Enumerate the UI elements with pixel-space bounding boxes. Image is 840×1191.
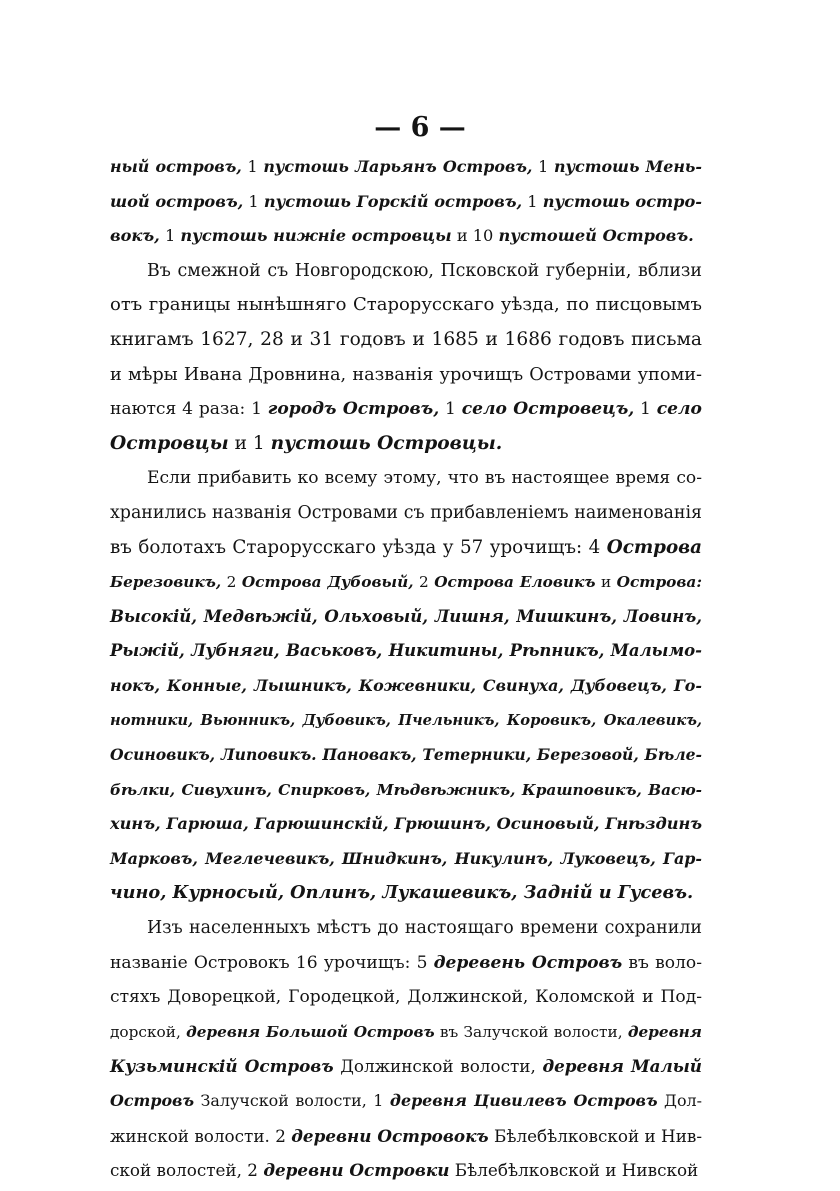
- text-run: ской волостей, 2: [110, 1160, 264, 1181]
- text-run: 1: [241, 157, 264, 176]
- italic-text: нокъ, Конные, Лышникъ, Кожевники, Свинуха, Дубовецъ, Го-: [110, 675, 702, 695]
- text-run: 1: [243, 191, 264, 211]
- text-run: 1: [532, 157, 554, 176]
- paragraph: [110, 254, 702, 462]
- text-line: [110, 496, 702, 531]
- text-line: [110, 876, 702, 911]
- italic-text: ный островъ,: [110, 157, 242, 176]
- italic-text: хинъ, Гарюша, Гарюшинскій, Грюшинъ, Осиновый, Гнѣздинъ: [110, 814, 703, 834]
- italic-text: Кузьминскій Островъ: [110, 1056, 334, 1077]
- text-line: [110, 600, 702, 635]
- text-line: [110, 911, 702, 946]
- text-line: [110, 150, 702, 185]
- italic-text: шой островъ,: [110, 191, 244, 211]
- italic-text: Высокій, Медвѣжій, Ольховый, Лишня, Мишкинъ, Ловинъ,: [110, 606, 702, 626]
- italic-text: Островцы: [110, 432, 229, 454]
- italic-text: пустошь Горскій островъ,: [263, 191, 523, 211]
- text-run: и: [595, 573, 617, 592]
- text-run: 1: [522, 191, 543, 211]
- italic-text: деревня Цивилевъ Островъ: [389, 1091, 658, 1111]
- italic-text: деревня: [627, 1022, 702, 1041]
- italic-text: Березовикъ,: [110, 573, 222, 592]
- text-line: [110, 773, 702, 808]
- text-run: дорской,: [110, 1022, 187, 1041]
- text-line: [110, 946, 702, 981]
- text-run: 2: [221, 573, 242, 592]
- text-run: въ воло-: [622, 952, 702, 973]
- text-run: и мѣры Ивана Дровнина, названія урочищъ Островами упоми-: [110, 364, 702, 385]
- text-line: [110, 1119, 702, 1154]
- text-line: [110, 1084, 702, 1119]
- italic-text: село: [656, 399, 702, 420]
- italic-text: пустошь нижніе островцы: [180, 226, 452, 246]
- paragraph: [110, 461, 702, 911]
- italic-text: городъ Островъ,: [267, 399, 440, 420]
- text-run: 1: [439, 399, 462, 420]
- text-line: [110, 807, 702, 842]
- text-run: Должинской волости,: [333, 1056, 543, 1077]
- text-line: [110, 669, 702, 704]
- text-run: Бѣлебѣлковской и Нив-: [488, 1125, 702, 1146]
- italic-text: Рыжій, Лубняги, Васьковъ, Никитины, Рѣпникъ, Малымо-: [110, 641, 702, 661]
- text-run: въ болотахъ Старорусскаго уѣзда у 57 урочищъ: 4: [110, 536, 607, 558]
- text-run: и 10: [451, 226, 499, 246]
- text-line: [110, 704, 702, 739]
- text-line: [110, 634, 702, 669]
- italic-text: Острова: [606, 536, 702, 558]
- text-run: жинской волости. 2: [110, 1125, 292, 1146]
- italic-text: пустошь Мень-: [554, 157, 702, 176]
- text-run: 1: [634, 399, 657, 420]
- text-line: [110, 531, 702, 566]
- italic-text: деревень Островъ: [433, 952, 623, 973]
- italic-text: Острова:: [616, 573, 702, 592]
- text-run: Залучской волости, 1: [194, 1091, 390, 1111]
- text-line: [110, 1153, 702, 1188]
- page-number: — 6 —: [374, 112, 466, 143]
- text-line: [110, 185, 702, 220]
- text-run: отъ границы нынѣшняго Старорусскаго уѣзда, по писцовымъ: [110, 294, 702, 316]
- italic-text: село Островецъ,: [461, 399, 635, 420]
- text-run: 2: [413, 573, 435, 592]
- italic-text: пустошей Островъ.: [498, 226, 694, 246]
- italic-text: деревня Большой Островъ: [186, 1022, 435, 1041]
- italic-text: бѣлки, Сивухинъ, Спирковъ, Мѣдвѣжникъ, Крашповикъ, Васю-: [110, 780, 702, 799]
- italic-text: Марковъ, Меглечевикъ, Шнидкинъ, Никулинъ, Луковецъ, Гар-: [110, 848, 702, 868]
- text-line: [110, 219, 702, 254]
- text-line: [110, 842, 702, 877]
- text-run: и 1: [228, 432, 271, 454]
- body-text: [110, 150, 702, 1188]
- text-line: [110, 1049, 702, 1084]
- italic-text: деревни Островокъ: [291, 1125, 489, 1146]
- text-line: [110, 565, 702, 600]
- text-run: Если прибавить ко всему этому, что въ настоящее время со-: [147, 468, 702, 489]
- text-line: [110, 1015, 702, 1050]
- text-line: [110, 323, 702, 358]
- text-run: въ Залучской волости,: [434, 1022, 628, 1041]
- italic-text: вокъ,: [110, 226, 160, 246]
- italic-text: нотники, Вьюнникъ, Дубовикъ, Пчельникъ, Коровикъ, Окалевикъ,: [110, 711, 702, 729]
- italic-text: деревни Островки: [263, 1160, 450, 1181]
- paragraph: [110, 150, 702, 254]
- text-line: [110, 427, 702, 462]
- text-run: наются 4 раза: 1: [110, 399, 268, 420]
- text-run: Дол-: [657, 1091, 702, 1111]
- paragraph: [110, 911, 702, 1188]
- text-line: [110, 738, 702, 773]
- text-run: Въ смежной съ Новгородскою, Псковской губерніи, вблизи: [147, 260, 702, 281]
- text-line: [110, 392, 702, 427]
- text-run: Изъ населенныхъ мѣстъ до настоящаго времени сохранили: [147, 918, 702, 939]
- text-run: хранились названія Островами съ прибавленіемъ наименованія: [110, 502, 702, 523]
- text-run: стяхъ Доворецкой, Городецкой, Должинской, Коломской и Под-: [110, 987, 702, 1008]
- italic-text: чино, Курносый, Оплинъ, Лукашевикъ, Задній и Гусевъ.: [110, 882, 694, 904]
- text-run: Бѣлебѣлковской и Нивской: [449, 1160, 699, 1181]
- italic-text: деревня Малый: [542, 1056, 702, 1077]
- italic-text: Островъ: [110, 1091, 195, 1111]
- text-line: [110, 254, 702, 289]
- text-line: [110, 358, 702, 393]
- text-run: книгамъ 1627, 28 и 31 годовъ и 1685 и 1686 годовъ письма: [110, 328, 702, 350]
- italic-text: пустошь остро-: [542, 191, 703, 211]
- text-run: 1: [159, 226, 181, 246]
- italic-text: Острова Дубовый,: [241, 573, 414, 592]
- text-line: [110, 461, 702, 496]
- italic-text: Острова Еловикъ: [434, 573, 596, 592]
- italic-text: Осиновикъ, Липовикъ. Пановакъ, Тетерники, Березовой, Бѣле-: [110, 745, 702, 765]
- italic-text: пустошь Островцы.: [270, 432, 503, 454]
- italic-text: пустошь Ларьянъ Островъ,: [263, 157, 533, 176]
- text-line: [110, 288, 702, 323]
- text-line: [110, 980, 702, 1015]
- text-run: названіе Островокъ 16 урочищъ: 5: [110, 952, 434, 973]
